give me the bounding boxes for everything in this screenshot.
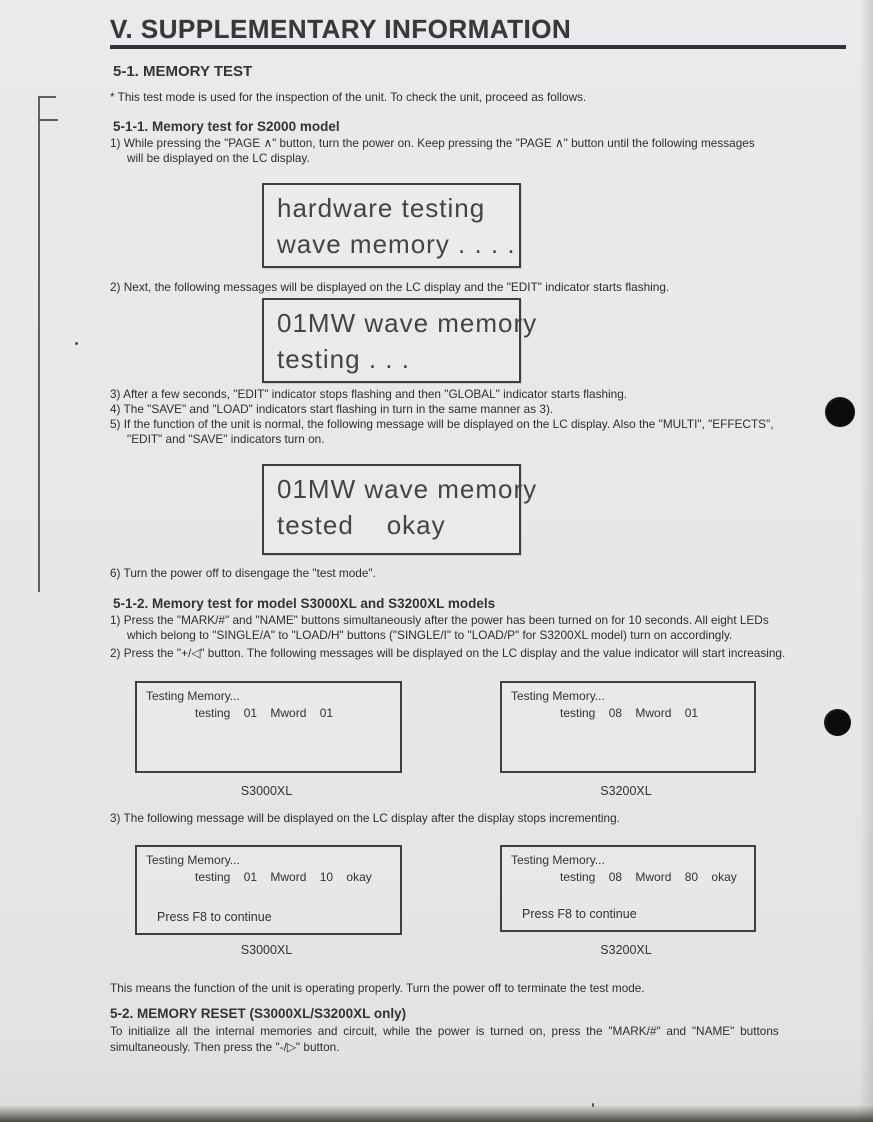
lcd-display-tested-okay <box>262 464 538 555</box>
scan-bottom-edge <box>0 1105 873 1122</box>
lcd-display-wave-memory-testing <box>262 298 538 383</box>
display-line-3: Press F8 to continue <box>522 907 637 921</box>
display-line-1: Testing Memory... <box>146 689 240 703</box>
step-1-text-line2: will be displayed on the LC display. <box>127 151 310 165</box>
lcd-line-1: hardware testing <box>277 193 486 223</box>
scan-edge-shade <box>859 0 873 1122</box>
display-line-2: testing 01 Mword 10 okay <box>195 870 372 884</box>
xl-step-2-text: 2) Press the "+/◁" button. The following messages will be displayed on the LC display and the value indicator will start increasing. <box>110 646 786 660</box>
caption-s3000xl: S3000XL <box>240 943 293 957</box>
scan-speck <box>75 342 78 345</box>
caption-s3200xl: S3200XL <box>600 943 652 957</box>
lc-display-s3000xl-okay <box>135 845 402 935</box>
page-title: V. SUPPLEMENTARY INFORMATION <box>110 14 572 44</box>
section-5-2-heading: 5-2. MEMORY RESET (S3000XL/S3200XL only) <box>110 1006 407 1021</box>
lc-display-s3200xl-testing <box>500 681 756 773</box>
closing-paragraph: This means the function of the unit is operating properly. Turn the power off to terminate the test mode. <box>110 981 645 995</box>
step-2-text: 2) Next, the following messages will be displayed on the LC display and the "EDIT" indicator starts flashing. <box>110 280 670 294</box>
section-5-1-1-heading: 5-1-1. Memory test for S2000 model <box>113 119 340 134</box>
caption-s3000xl: S3000XL <box>240 784 293 798</box>
step-5-text-line2: "EDIT" and "SAVE" indicators turn on. <box>127 432 325 446</box>
xl-step-1-line1: 1) Press the "MARK/#" and "NAME" buttons simultaneously after the power has been turned on for 10 seconds. All eight LEDs <box>110 613 769 627</box>
display-line-1: Testing Memory... <box>511 853 605 867</box>
lcd-line-2: tested okay <box>277 510 446 540</box>
punch-hole-icon <box>825 397 855 427</box>
xl-step-3-text: 3) The following message will be displayed on the LC display after the display stops incrementing. <box>110 811 620 825</box>
punch-hole-icon <box>824 709 851 736</box>
step-3-text: 3) After a few seconds, "EDIT" indicator stops flashing and then "GLOBAL" indicator starts flashing. <box>110 387 628 401</box>
caption-s3200xl: S3200XL <box>600 784 652 798</box>
lcd-display-hardware-testing <box>262 183 521 268</box>
display-line-2: testing 01 Mword 01 <box>195 706 334 720</box>
section-5-1-note: * This test mode is used for the inspection of the unit. To check the unit, proceed as follows. <box>110 90 587 104</box>
lcd-line-1: 01MW wave memory <box>277 474 538 504</box>
title-divider <box>110 45 846 49</box>
section-5-1-2-heading: 5-1-2. Memory test for model S3000XL and S3200XL models <box>113 596 496 611</box>
display-line-3: Press F8 to continue <box>157 910 272 924</box>
xl-step-1-line2: which belong to "SINGLE/A" to "LOAD/H" buttons ("SINGLE/I" to "LOAD/P" for S3200XL model) turn on accordingly. <box>127 628 733 642</box>
memory-reset-body-line1: To initialize all the internal memories and circuit, while the power is turned on, press the "MARK/#" and "NAME" buttons <box>110 1024 779 1038</box>
memory-reset-body-line2: simultaneously. Then press the "-/▷" button. <box>110 1040 340 1054</box>
step-6-text: 6) Turn the power off to disengage the "test mode". <box>110 566 376 580</box>
lcd-line-2: wave memory . . . . <box>277 229 516 259</box>
display-line-1: Testing Memory... <box>511 689 605 703</box>
step-5-text-line1: 5) If the function of the unit is normal, the following message will be displayed on the LC display. Also the "MULTI", "EFFECTS", <box>110 417 774 431</box>
margin-bracket-tick <box>38 96 56 98</box>
section-5-1-heading: 5-1. MEMORY TEST <box>113 63 253 80</box>
lc-display-s3000xl-testing <box>135 681 402 773</box>
margin-bracket-tick <box>38 119 58 121</box>
lcd-line-1: 01MW wave memory <box>277 308 538 338</box>
display-line-1: Testing Memory... <box>146 853 240 867</box>
margin-bracket-line <box>38 97 40 592</box>
step-4-text: 4) The "SAVE" and "LOAD" indicators start flashing in turn in the same manner as 3). <box>110 402 554 416</box>
display-line-2: testing 08 Mword 01 <box>560 706 699 720</box>
lc-display-s3200xl-okay <box>500 845 756 932</box>
lcd-line-2: testing . . . <box>277 344 410 374</box>
step-1-text-line1: 1) While pressing the "PAGE ∧" button, turn the power on. Keep pressing the "PAGE ∧" button until the following messages <box>110 136 755 150</box>
display-line-2: testing 08 Mword 80 okay <box>560 870 737 884</box>
